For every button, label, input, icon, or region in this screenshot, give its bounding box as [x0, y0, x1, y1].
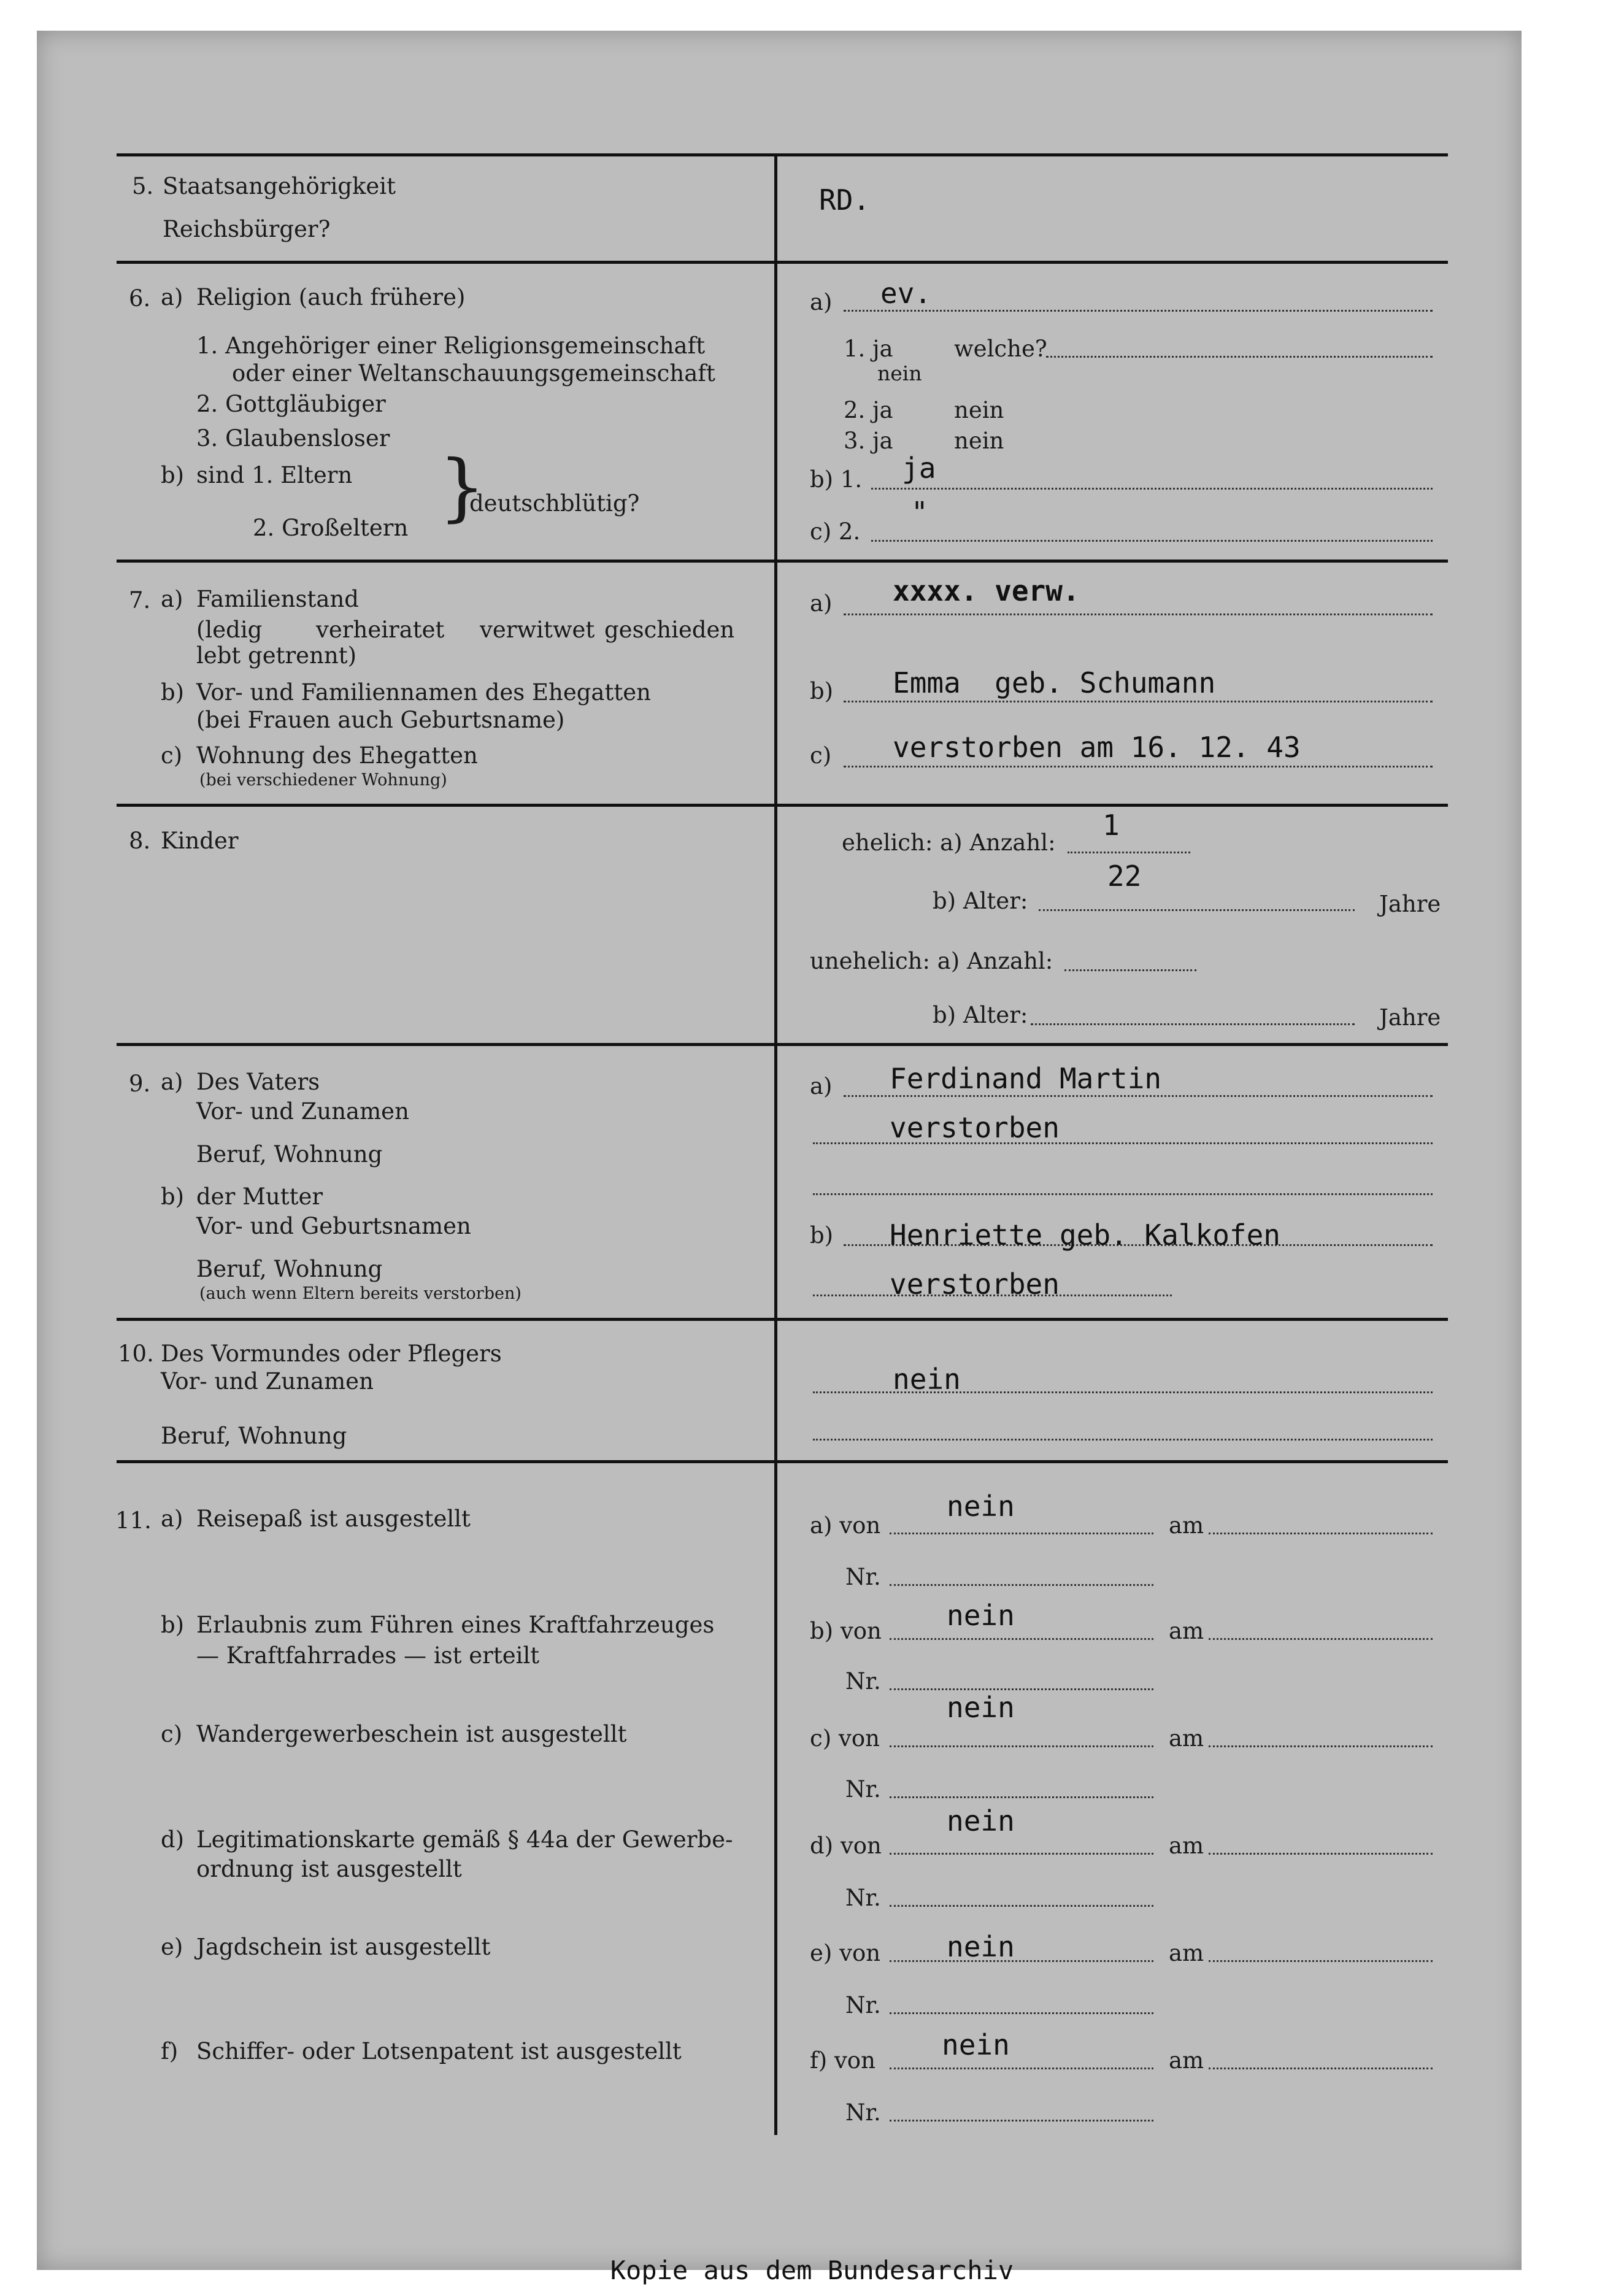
sec11-a-am: am	[1169, 1512, 1204, 1539]
sec6-b: b)	[161, 462, 185, 488]
sec11-c-von-line	[890, 1745, 1153, 1747]
rule-sec6	[117, 261, 1448, 264]
sec6-opt1: 1. Angehöriger einer Religionsgemeinschaft	[196, 333, 706, 359]
sec5-value: RD.	[819, 183, 871, 217]
sec10-label2: Vor- und Zunamen	[161, 1368, 374, 1395]
sec7-r-b-value: Emma geb. Schumann	[893, 666, 1216, 699]
sec6-r1: 1. ja	[844, 336, 893, 362]
sec7-b-label: Vor- und Familiennamen des Ehegatten	[196, 679, 651, 706]
sec11-a-label: Reisepaß ist ausgestellt	[196, 1506, 471, 1532]
sec8-unehelich-line	[1064, 969, 1196, 971]
sec11-d-am-line	[1209, 1853, 1433, 1855]
sec11-b-label2: — Kraftfahrrades — ist erteilt	[196, 1642, 540, 1669]
sec9-r-b: b)	[810, 1222, 834, 1248]
sec11-f-key: f)	[161, 2038, 179, 2064]
sec11-a-nr-line	[890, 1584, 1153, 1586]
sec6-r2: 2. ja	[844, 397, 893, 423]
sec11-a-key: a)	[161, 1506, 183, 1532]
sec11-e-am-line	[1209, 1960, 1433, 1962]
sec7-b-sub: (bei Frauen auch Geburtsname)	[196, 707, 565, 733]
sec11-c-am-line	[1209, 1745, 1433, 1747]
sec8-alter-line	[1039, 909, 1355, 911]
sec8-alter-value: 22	[1107, 860, 1142, 893]
sec9-a-label: Des Vaters	[196, 1069, 320, 1095]
sec11-c-r: c) von	[810, 1725, 880, 1752]
sec6-r-a: a)	[810, 289, 833, 315]
sec6-r-a-value: ev.	[880, 277, 932, 310]
sec11-e-value: nein	[947, 1930, 1015, 1963]
sec7-num: 7.	[129, 587, 151, 614]
sec6-opt1b: oder einer Weltanschauungsgemeinschaft	[232, 360, 715, 387]
sec11-a-am-line	[1209, 1533, 1433, 1534]
rule-sec8	[117, 804, 1448, 807]
sec11-d-am: am	[1169, 1833, 1204, 1859]
sec11-b-r: b) von	[810, 1618, 882, 1644]
sec9-b-note: (auch wenn Eltern bereits verstorben)	[199, 1284, 521, 1303]
sec6-b1: sind 1. Eltern	[196, 462, 353, 488]
rule-top	[117, 153, 1448, 156]
sec6-a: a)	[161, 284, 183, 310]
sec11-e-nr: Nr.	[845, 1992, 881, 2018]
sec7-r-c-line	[844, 766, 1433, 767]
sec9-r-a-line1	[844, 1095, 1433, 1097]
sec9-b-beruf: Beruf, Wohnung	[196, 1256, 383, 1282]
sec6-rc-line	[871, 540, 1433, 542]
sec6-opt3: 3. Glaubensloser	[196, 425, 390, 452]
sec11-b-am-line	[1209, 1638, 1433, 1640]
rule-sec11	[117, 1460, 1448, 1463]
sec11-d-value: nein	[947, 1804, 1015, 1837]
sec6-r1-line	[1046, 356, 1433, 358]
sec9-r-b-value1: Henriette geb. Kalkofen	[890, 1218, 1280, 1252]
sec11-d-nr: Nr.	[845, 1885, 881, 1911]
sec10-num: 10.	[118, 1341, 154, 1367]
sec11-e-key: e)	[161, 1934, 183, 1960]
sec11-b-value: nein	[947, 1599, 1015, 1632]
sec11-c-nr-line	[890, 1796, 1153, 1798]
sec11-c-label: Wandergewerbeschein ist ausgestellt	[196, 1721, 627, 1747]
sec6-b-question: deutschblütig?	[469, 490, 640, 517]
sec11-e-nr-line	[890, 2012, 1153, 2014]
sec11-c-value: nein	[947, 1691, 1015, 1724]
sec9-a-sub: Vor- und Zunamen	[196, 1098, 409, 1125]
sec11-c-nr: Nr.	[845, 1776, 881, 1802]
sec6-r1-welche: welche?	[954, 336, 1047, 362]
sec8-alter2: b) Alter:	[933, 1002, 1028, 1028]
sec11-e-von-line	[890, 1960, 1153, 1962]
sec7-opt-ledig: (ledig	[196, 617, 263, 643]
sec9-a-beruf: Beruf, Wohnung	[196, 1141, 383, 1168]
sec5-label2: Reichsbürger?	[163, 216, 331, 242]
sec11-f-von-line	[890, 2068, 1153, 2069]
sec11-b-am: am	[1169, 1618, 1204, 1644]
sec11-b-nr: Nr.	[845, 1668, 881, 1695]
sec9-a: a)	[161, 1069, 183, 1095]
sec9-b-label: der Mutter	[196, 1183, 323, 1210]
sec6-rb-value: ja	[902, 452, 936, 485]
sec11-b-key: b)	[161, 1612, 185, 1638]
sec11-b-von-line	[890, 1638, 1153, 1640]
sec7-c: c)	[161, 742, 183, 769]
sec8-ehelich-value: 1	[1103, 809, 1120, 842]
sec9-r-a-value1: Ferdinand Martin	[890, 1062, 1162, 1095]
sec8-alter2-line	[1031, 1023, 1355, 1025]
sec6-opt2: 2. Gottgläubiger	[196, 391, 386, 417]
sec11-d-r: d) von	[810, 1833, 882, 1859]
sec11-c-am: am	[1169, 1725, 1204, 1752]
sec11-f-am: am	[1169, 2047, 1204, 2074]
sec11-a-r: a) von	[810, 1512, 881, 1539]
sec7-c-sub: (bei verschiedener Wohnung)	[199, 771, 447, 790]
sec7-a-label: Familienstand	[196, 586, 359, 612]
sec8-jahre: Jahre	[1379, 891, 1441, 917]
sec10-label3: Beruf, Wohnung	[161, 1423, 347, 1449]
sec6-rb: b) 1.	[810, 466, 863, 493]
sec11-d-label: Legitimationskarte gemäß § 44a der Gewerbe-	[196, 1826, 733, 1853]
sec11-d-nr-line	[890, 1905, 1153, 1907]
sec6-r3: 3. ja	[844, 428, 893, 454]
sec6-rb-line	[871, 488, 1433, 490]
sec7-r-c-value: verstorben am 16. 12. 43	[893, 731, 1301, 764]
sec10-label1: Des Vormundes oder Pflegers	[161, 1341, 502, 1367]
sec6-b2: 2. Großeltern	[253, 515, 409, 541]
sec7-r-b-line	[844, 701, 1433, 702]
sec11-f-value: nein	[942, 2028, 1010, 2061]
sec8-alter: b) Alter:	[933, 888, 1028, 914]
sec11-f-am-line	[1209, 2068, 1433, 2069]
sec8-unehelich: unehelich: a) Anzahl:	[810, 948, 1053, 974]
sec6-rc: c) 2.	[810, 518, 861, 545]
sec7-c-label: Wohnung des Ehegatten	[196, 742, 478, 769]
sec8-num: 8.	[129, 828, 151, 854]
sec11-a-von-line	[890, 1533, 1153, 1534]
sec11-e-label: Jagdschein ist ausgestellt	[196, 1934, 491, 1960]
sec8-label: Kinder	[161, 828, 239, 854]
sec7-b: b)	[161, 679, 185, 706]
sec11-d-von-line	[890, 1853, 1153, 1855]
sec11-f-nr: Nr.	[845, 2099, 881, 2126]
sec6-r2-nein: nein	[954, 397, 1004, 423]
sec11-d-label2: ordnung ist ausgestellt	[196, 1856, 462, 1882]
sec11-b-nr-line	[890, 1688, 1153, 1690]
sec8-ehelich-line	[1068, 852, 1190, 853]
sec9-b-sub: Vor- und Geburtsnamen	[196, 1213, 471, 1239]
brace-icon: }	[439, 445, 486, 530]
sec9-r-a: a)	[810, 1073, 833, 1099]
sec7-opt-verw: verwitwet	[480, 617, 595, 643]
sec9-num: 9.	[129, 1071, 151, 1097]
sec11-e-am: am	[1169, 1940, 1204, 1966]
sec6-r-a-line	[844, 310, 1433, 312]
sec8-jahre2: Jahre	[1379, 1004, 1441, 1031]
sec7-opt-getrennt: lebt getrennt)	[196, 642, 357, 669]
sec10-line2	[813, 1439, 1433, 1441]
sec7-opt-gesch: geschieden	[604, 617, 735, 643]
sec7-r-a-value: xxxx. verw.	[893, 574, 1080, 607]
sec7-r-a-line	[844, 614, 1433, 615]
sec6-a-label: Religion (auch frühere)	[196, 284, 466, 310]
sec11-f-r: f) von	[810, 2047, 875, 2074]
sec9-r-a-value2: verstorben	[890, 1111, 1060, 1144]
sec7-r-b: b)	[810, 678, 834, 704]
sec11-c-key: c)	[161, 1721, 183, 1747]
sec9-b: b)	[161, 1183, 185, 1210]
archive-footer: Kopie aus dem Bundesarchiv	[610, 2255, 1014, 2285]
sec7-r-c: c)	[810, 742, 832, 769]
sec11-b-label: Erlaubnis zum Führen eines Kraftfahrzeuges	[196, 1612, 715, 1638]
sec7-r-a: a)	[810, 590, 833, 617]
sec11-num: 11.	[115, 1507, 152, 1534]
sec11-a-nr: Nr.	[845, 1564, 881, 1590]
sec7-opt-verh: verheiratet	[316, 617, 445, 643]
rule-sec9	[117, 1043, 1448, 1046]
sec8-ehelich: ehelich: a) Anzahl:	[842, 829, 1056, 856]
sec7-a: a)	[161, 586, 183, 612]
sec9-r-b-value2: verstorben	[890, 1268, 1060, 1301]
rule-sec10	[117, 1318, 1448, 1321]
sec11-a-value: nein	[947, 1490, 1015, 1523]
sec6-num: 6.	[129, 285, 151, 312]
sec6-rc-value: "	[911, 496, 928, 529]
sec5-label: Staatsangehörigkeit	[163, 173, 396, 199]
sec9-r-a-line3	[813, 1193, 1433, 1195]
sec11-f-nr-line	[890, 2120, 1153, 2122]
rule-sec7	[117, 560, 1448, 563]
sec5-num: 5.	[132, 173, 154, 199]
sec10-value: nein	[893, 1363, 961, 1396]
sec6-r3-nein: nein	[954, 428, 1004, 454]
sec6-r1-nein: nein	[877, 361, 922, 385]
column-divider	[774, 153, 777, 2135]
sec11-e-r: e) von	[810, 1940, 881, 1966]
sec11-f-label: Schiffer- oder Lotsenpatent ist ausgestellt	[196, 2038, 682, 2064]
sec11-d-key: d)	[161, 1826, 185, 1853]
